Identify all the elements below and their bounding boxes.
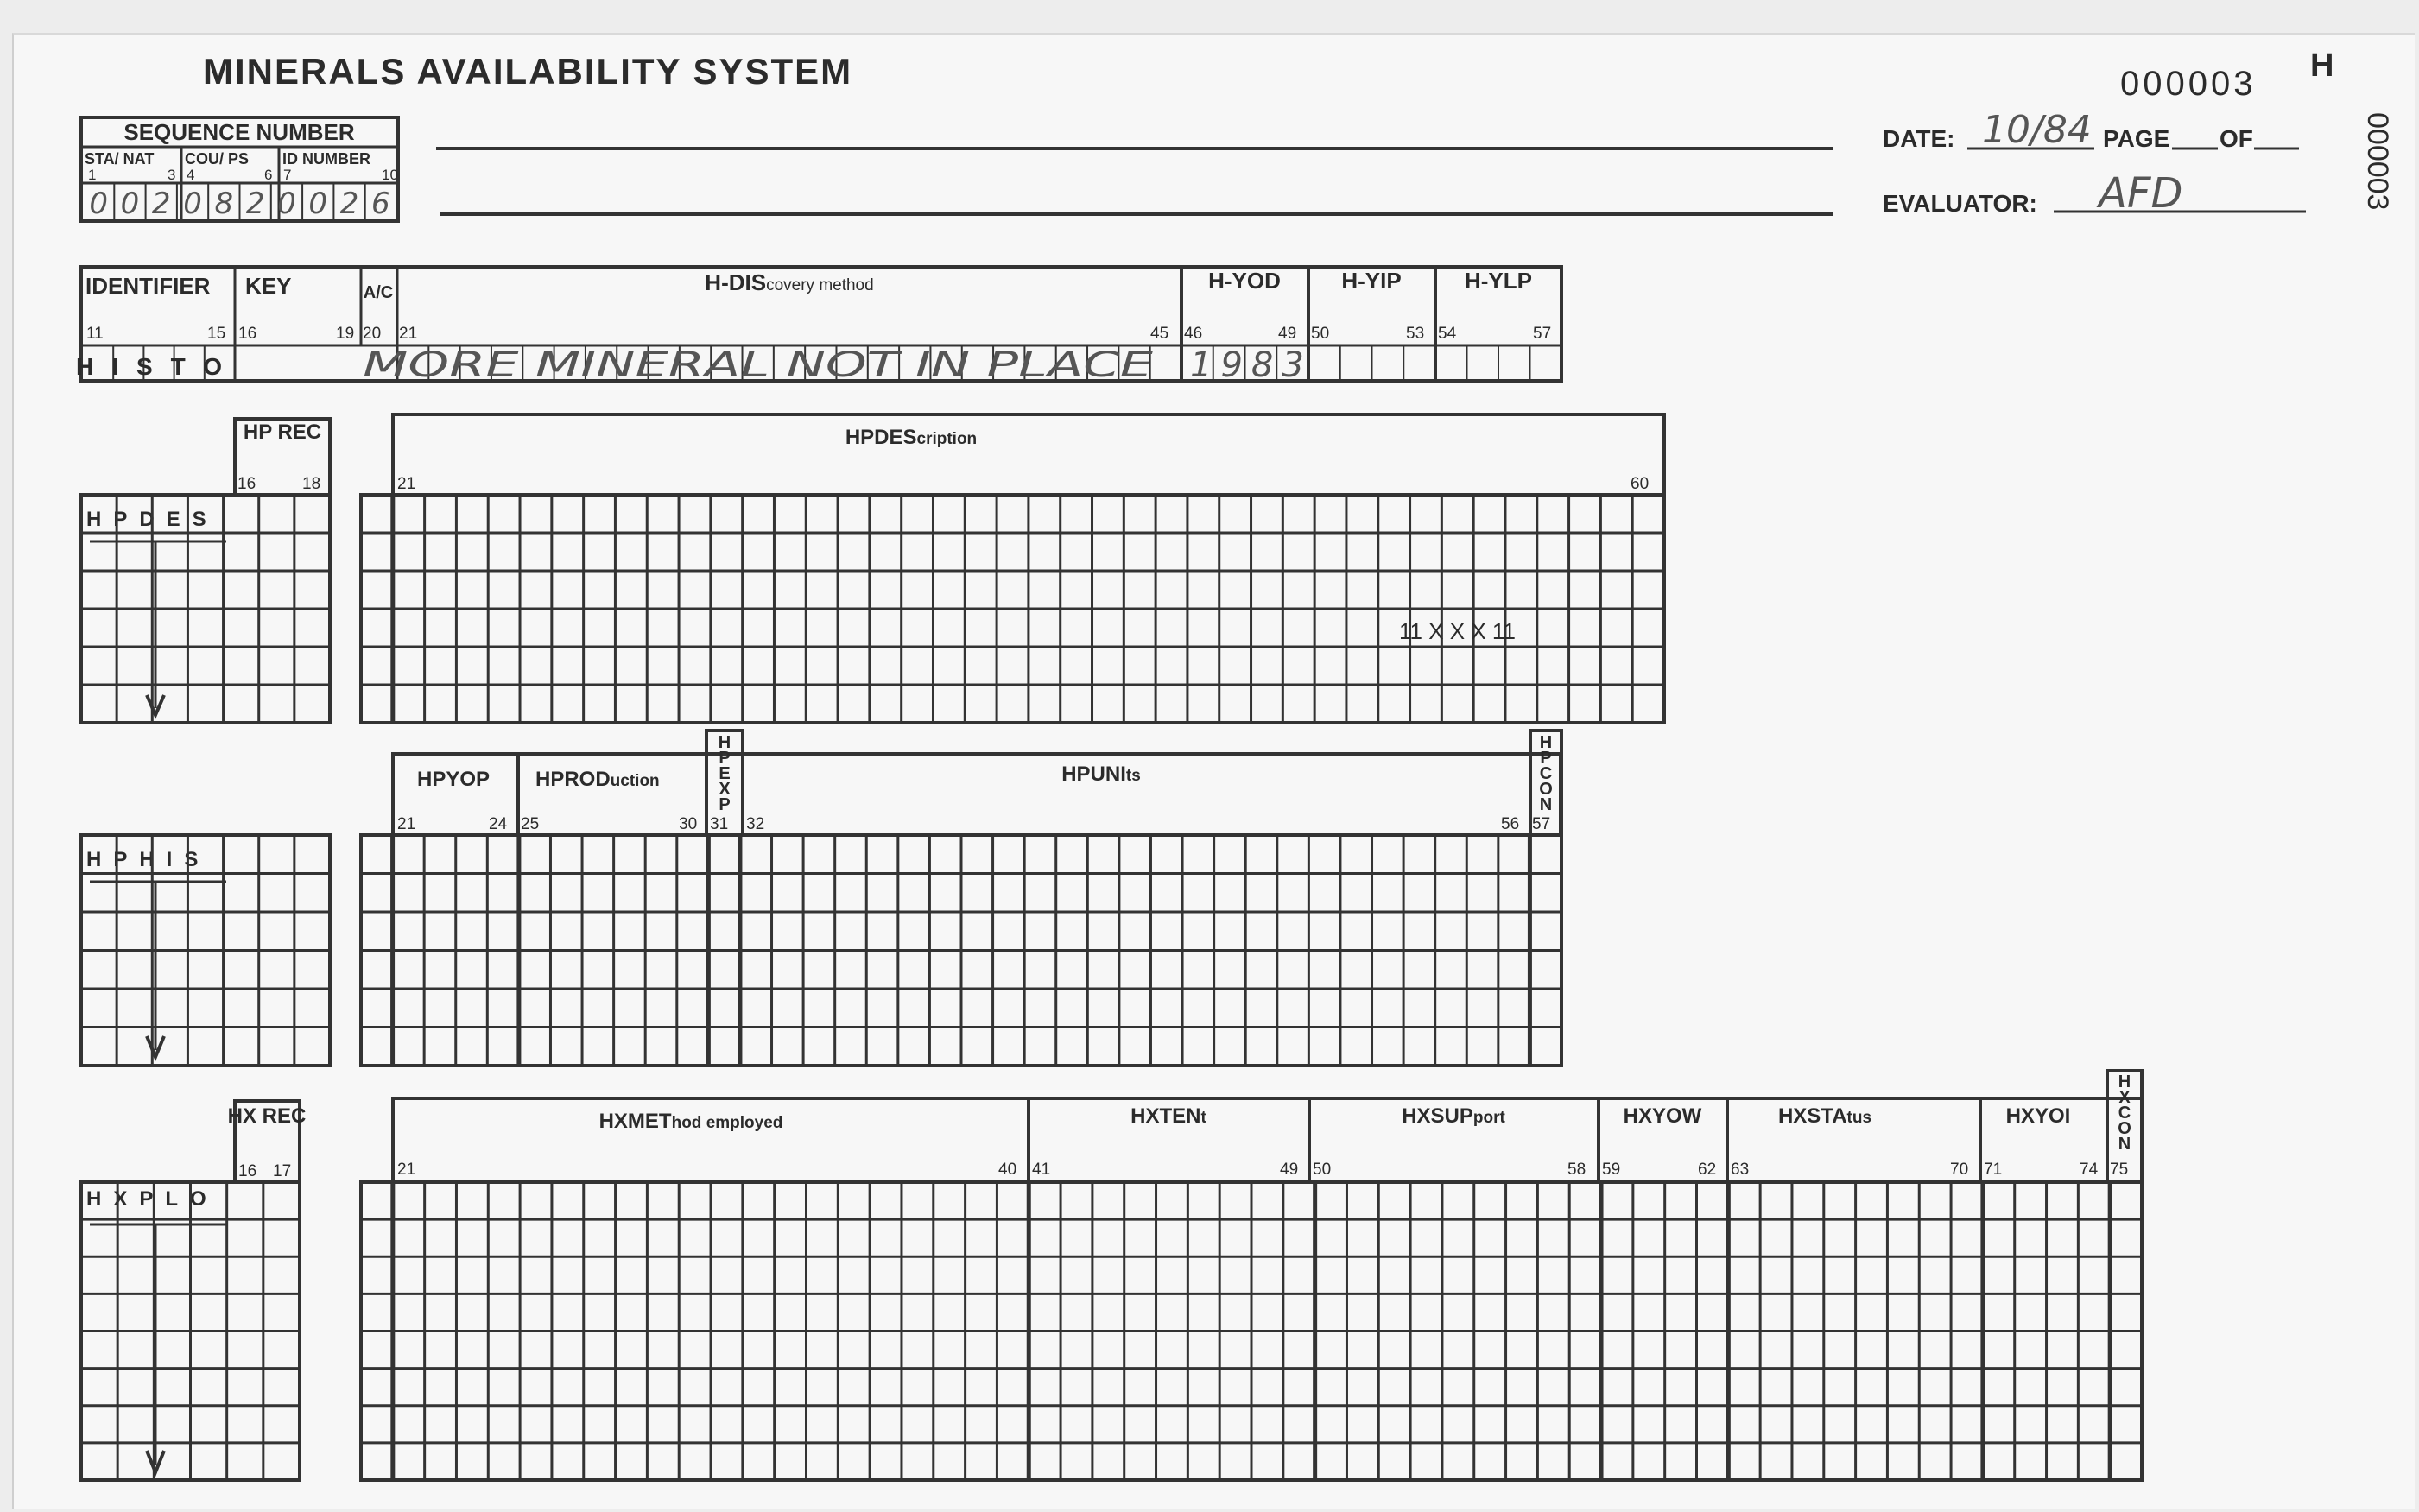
hxsta-end: 70: [1950, 1161, 1969, 1179]
hxcon-col: 75: [2110, 1161, 2129, 1179]
hxten-start: 41: [1032, 1161, 1051, 1179]
seq-digit[interactable]: 0: [277, 187, 296, 221]
identifier-label: IDENTIFIER: [85, 273, 211, 299]
seq-digit[interactable]: 2: [339, 187, 359, 221]
key-label: KEY: [245, 273, 292, 299]
hyod-end: 49: [1278, 325, 1297, 343]
evaluator-value[interactable]: AFD: [2099, 169, 2183, 218]
seq-digit[interactable]: 8: [214, 187, 234, 221]
seq-digit[interactable]: 6: [371, 187, 390, 221]
seq-col2-label: COU/ PS: [185, 150, 250, 168]
hpcon-col: 57: [1532, 815, 1551, 833]
hpyop-end: 24: [489, 815, 508, 833]
form-letter: H: [2310, 47, 2334, 84]
faint-mark: 11 X X X 11: [1399, 618, 1516, 644]
hylp-end: 57: [1533, 325, 1552, 343]
hxyow-label: HXYOW: [1623, 1104, 1702, 1128]
hpexp-label: H P E X P: [718, 733, 731, 814]
seq-digit[interactable]: 0: [308, 187, 328, 221]
hxsup-start: 50: [1313, 1161, 1332, 1179]
histo-section: [76, 267, 1561, 385]
hx-rec-label: HX REC: [227, 1104, 307, 1128]
hx-rec-start: 16: [238, 1162, 257, 1180]
hyod-value[interactable]: 1983: [1190, 345, 1313, 385]
hdis-value[interactable]: MORE MINERAL NOT IN PLACE: [363, 345, 1155, 385]
hprod-label: HPRODuction: [535, 768, 660, 791]
hpuni-end: 56: [1501, 815, 1520, 833]
seq-col1-end: 3: [168, 167, 176, 183]
hpcon-label: H P C O N: [1539, 733, 1553, 814]
hxten-end: 49: [1280, 1161, 1299, 1179]
seq-digit[interactable]: 0: [183, 187, 202, 221]
hpdes-label: HPDEScription: [845, 426, 978, 449]
hyip-end: 53: [1406, 325, 1425, 343]
hprod-start: 25: [521, 815, 540, 833]
hpdes-identifier: HPDES: [86, 508, 218, 531]
hdis-start: 21: [399, 325, 418, 343]
form-title: MINERALS AVAILABILITY SYSTEM: [203, 51, 853, 92]
hpdes-start: 21: [397, 475, 416, 493]
hpuni-label: HPUNIts: [1061, 762, 1141, 786]
hxsta-start: 63: [1731, 1161, 1750, 1179]
ac-label: A/C: [363, 283, 394, 302]
hxsta-label: HXSTAtus: [1777, 1104, 1872, 1128]
seq-col2-start: 4: [187, 167, 195, 183]
hpdes-end: 60: [1631, 475, 1650, 493]
hxsup-label: HXSUPport: [1402, 1104, 1505, 1128]
hpexp-col: 31: [710, 815, 729, 833]
hdis-label: H-DIScovery method: [705, 269, 874, 295]
hpyop-label: HPYOP: [416, 768, 491, 791]
ac-col: 20: [363, 325, 382, 343]
evaluator-label: EVALUATOR:: [1883, 190, 2037, 217]
side-stamp: 000003: [2361, 112, 2394, 211]
hx-rec-end: 17: [273, 1162, 292, 1180]
hxmet-end: 40: [998, 1161, 1017, 1179]
hp-rec-label: HP REC: [243, 421, 322, 444]
seq-digit[interactable]: 0: [120, 187, 140, 221]
hxyoi-start: 71: [1984, 1161, 2003, 1179]
hyod-label: H-YOD: [1208, 268, 1281, 294]
key-end: 19: [336, 325, 355, 343]
hxplo-identifier: HXPLO: [86, 1187, 218, 1211]
seq-col3-label: ID NUMBER: [282, 150, 370, 168]
seq-col3-start: 7: [283, 167, 292, 183]
hphis-section: [81, 731, 1561, 1066]
hxmet-start: 21: [397, 1161, 416, 1179]
seq-digit[interactable]: 2: [245, 187, 265, 221]
seq-col1-start: 1: [88, 167, 97, 183]
hxmet-label: HXMEThod employed: [598, 1110, 783, 1133]
hxyoi-label: HXYOI: [2005, 1104, 2071, 1128]
hxcon-label: H X C O N: [2118, 1072, 2131, 1154]
hp-rec-end: 18: [302, 475, 321, 493]
seq-col1-label: STA/ NAT: [85, 150, 155, 168]
hphis-entry-grid[interactable]: [361, 835, 1561, 1066]
identifier-end: 15: [207, 325, 226, 343]
hxplo-entry-grid[interactable]: [361, 1182, 2142, 1480]
sequence-digit-cells[interactable]: [89, 183, 389, 221]
identifier-start: 11: [86, 325, 104, 343]
seq-col2-end: 6: [264, 167, 273, 183]
key-start: 16: [238, 325, 257, 343]
hpuni-start: 32: [746, 815, 765, 833]
hxplo-left-grid[interactable]: [81, 1182, 300, 1480]
date-value[interactable]: 10/84: [1982, 108, 2092, 152]
hyod-start: 46: [1184, 325, 1203, 343]
hprod-end: 30: [679, 815, 698, 833]
hyip-start: 50: [1311, 325, 1330, 343]
hxyow-end: 62: [1698, 1161, 1717, 1179]
hpdes-section: [81, 414, 1664, 723]
hp-rec-start: 16: [237, 475, 256, 493]
sequence-number-box: [81, 117, 398, 221]
hxplo-section: [81, 1071, 2142, 1480]
hylp-start: 54: [1438, 325, 1457, 343]
hyip-label: H-YIP: [1341, 268, 1402, 294]
form-number: 000003: [2120, 65, 2257, 103]
hpyop-start: 21: [397, 815, 416, 833]
hylp-label: H-YLP: [1465, 268, 1532, 294]
date-label: DATE:: [1883, 125, 1955, 152]
hpdes-description-grid[interactable]: [361, 495, 1664, 723]
identifier-value[interactable]: HISTO: [75, 353, 241, 380]
hxyow-start: 59: [1602, 1161, 1621, 1179]
hphis-identifier: HPHIS: [86, 848, 211, 871]
hxten-label: HXTENt: [1130, 1104, 1206, 1128]
hxyoi-end: 74: [2080, 1161, 2099, 1179]
sequence-title: SEQUENCE NUMBER: [123, 119, 355, 145]
seq-col3-end: 10: [382, 167, 398, 183]
seq-digit[interactable]: 0: [89, 187, 108, 221]
hdis-end: 45: [1150, 325, 1169, 343]
of-label: OF: [2220, 125, 2253, 152]
seq-digit[interactable]: 2: [151, 187, 171, 221]
page-label: PAGE: [2103, 125, 2170, 152]
hxsup-end: 58: [1567, 1161, 1586, 1179]
